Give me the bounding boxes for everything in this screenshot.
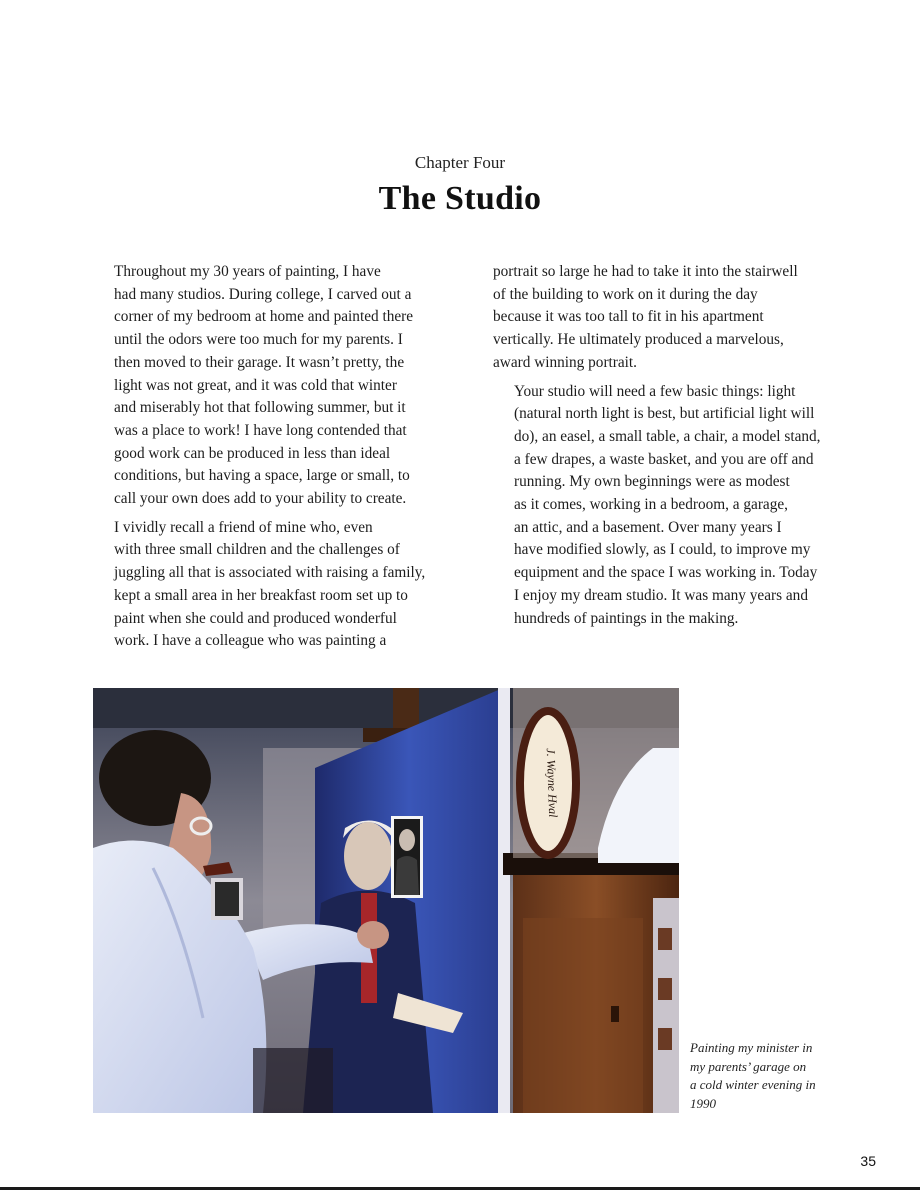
text-line: juggling all that is associated with raising a family,: [114, 564, 426, 582]
caption-line: 1990: [690, 1095, 716, 1111]
text-line: equipment and the space I was working in. Today: [514, 564, 818, 582]
text-line: I enjoy my dream studio. It was many years and: [514, 586, 808, 604]
page-number: 35: [860, 1153, 876, 1169]
caption-line: a cold winter evening in: [690, 1077, 816, 1093]
text-line: have modified slowly, as I could, to improve my: [514, 541, 811, 559]
text-line: a few drapes, a waste basket, and you are off and: [514, 450, 814, 468]
text-line: I vividly recall a friend of mine who, even: [114, 518, 373, 536]
text-line: Throughout my 30 years of painting, I have: [114, 263, 381, 280]
text-line: hundreds of paintings in the making.: [514, 609, 739, 627]
photo-caption: [690, 1039, 830, 1113]
signature-text: J. Wayne Hval: [543, 748, 561, 818]
text-line: then moved to their garage. It wasn’t pretty, the: [114, 353, 405, 371]
text-line: conditions, but having a space, large or small, to: [114, 467, 410, 485]
text-line: until the odors were too much for my parents. I: [114, 331, 403, 349]
chapter-title: The Studio: [378, 180, 542, 217]
caption-line: Painting my minister in: [690, 1040, 813, 1055]
studio-photo: [93, 688, 679, 1113]
text-line: work. I have a colleague who was painting a: [114, 632, 387, 650]
text-line: Your studio will need a few basic things: light: [514, 382, 796, 400]
text-line: had many studios. During college, I carved out a: [114, 285, 412, 303]
text-line: an attic, and a basement. Over many years I: [514, 518, 782, 536]
text-line: corner of my bedroom at home and painted there: [114, 308, 414, 326]
text-line: running. My own beginnings were as modest: [514, 473, 790, 491]
right-column: [493, 261, 829, 636]
text-line: with three small children and the challenges of: [114, 541, 400, 559]
text-line: (natural north light is best, but artificial light will: [514, 405, 815, 423]
text-line: paint when she could and produced wonderful: [114, 609, 397, 627]
text-line: award winning portrait.: [493, 353, 638, 371]
text-line: call your own does add to your ability to create.: [114, 490, 407, 508]
text-line: of the building to work on it during the day: [493, 285, 758, 303]
text-line: and miserably hot that following summer, but it: [114, 399, 406, 417]
left-column: [93, 261, 433, 659]
text-line: kept a small area in her breakfast room set up to: [114, 586, 408, 604]
text-line: portrait so large he had to take it into the stairwell: [493, 263, 798, 280]
text-line: as it comes, working in a bedroom, a garage,: [514, 496, 788, 514]
text-line: because it was too tall to fit in his apartment: [493, 308, 764, 326]
text-line: vertically. He ultimately produced a marvelous,: [493, 331, 784, 349]
caption-line: my parents’ garage on: [690, 1058, 807, 1074]
paragraph: [493, 381, 829, 631]
text-line: good work can be produced in less than ideal: [114, 444, 391, 462]
paragraph: [93, 517, 433, 653]
studio-photo-illustration: [93, 688, 679, 1113]
text-line: do), an easel, a small table, a chair, a model stand,: [514, 427, 821, 445]
paragraph: [93, 261, 433, 511]
text-line: was a place to work! I have long contended that: [114, 421, 407, 439]
chapter-label: Chapter Four: [414, 153, 506, 172]
text-line: light was not great, and it was cold that winter: [114, 376, 397, 394]
paragraph: [493, 261, 829, 375]
